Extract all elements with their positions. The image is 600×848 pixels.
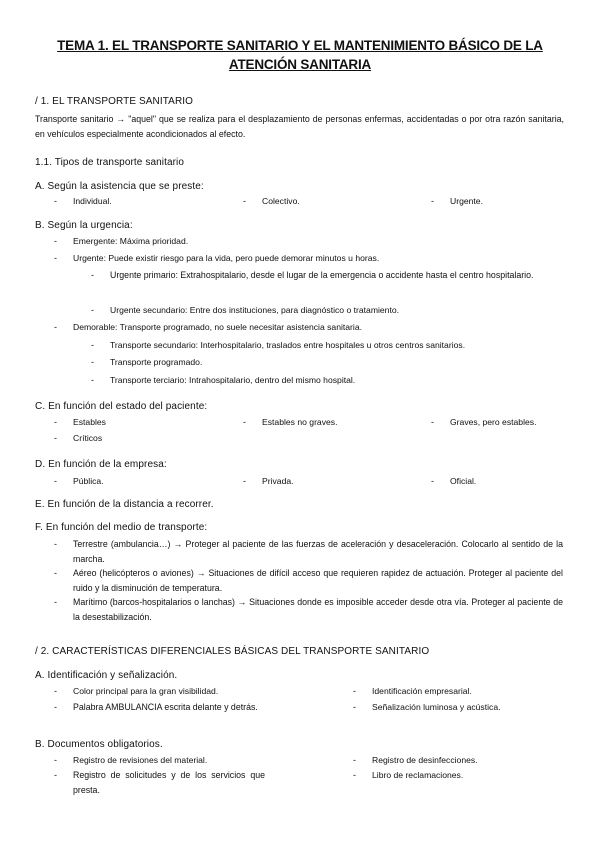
section-1-intro: Transporte sanitario → "aquel" que se realiza para el desplazamiento de personas enfermas, accidentadas o por otra razón sanitaria, en vehículos especialmente acondicionados al efecto. bbox=[35, 114, 564, 139]
page-title: TEMA 1. EL TRANSPORTE SANITARIO Y EL MANTENIMIENTO BÁSICO DE LA ATENCIÓN SANITARIA bbox=[57, 38, 543, 72]
section-2-heading: / 2. CARACTERÍSTICAS DIFERENCIALES BÁSICAS DEL TRANSPORTE SANITARIO bbox=[35, 646, 430, 657]
group-f-label: F. En función del medio de transporte: bbox=[35, 522, 208, 533]
group-2b-label: B. Documentos obligatorios. bbox=[35, 739, 163, 750]
bullet: - bbox=[431, 476, 434, 486]
bullet: - bbox=[54, 433, 57, 443]
list-item: Estables bbox=[73, 417, 106, 427]
bullet: - bbox=[91, 270, 94, 280]
list-item: Privada. bbox=[262, 476, 294, 486]
bullet: - bbox=[353, 686, 356, 696]
list-item: Estables no graves. bbox=[262, 417, 338, 427]
bullet: - bbox=[54, 568, 57, 578]
bullet: - bbox=[431, 196, 434, 206]
list-item: Terrestre (ambulancia…) → Proteger al paciente de las fuerzas de aceleración y desaceleración. Colocarlo al sentido de la marcha. bbox=[73, 539, 563, 564]
bullet: - bbox=[54, 476, 57, 486]
bullet: - bbox=[91, 305, 94, 315]
list-item: Demorable: Transporte programado, no suele necesitar asistencia sanitaria. bbox=[73, 322, 362, 332]
list-item: Individual. bbox=[73, 196, 112, 206]
list-item: Identificación empresarial. bbox=[372, 686, 472, 696]
group-b-label: B. Según la urgencia: bbox=[35, 220, 133, 231]
bullet: - bbox=[54, 236, 57, 246]
list-item: Graves, pero estables. bbox=[450, 417, 537, 427]
list-item: Aéreo (helicópteros o aviones) → Situaciones de difícil acceso que requieren rapidez de actuación. Proteger al paciente del ruido y la disminución de temperatura. bbox=[73, 568, 563, 593]
bullet: - bbox=[54, 597, 57, 607]
bullet: - bbox=[54, 196, 57, 206]
bullet: - bbox=[243, 196, 246, 206]
bullet: - bbox=[54, 322, 57, 332]
bullet: - bbox=[243, 476, 246, 486]
list-item: Registro de solicitudes y de los servicios que presta. bbox=[73, 770, 265, 795]
bullet: - bbox=[54, 755, 57, 765]
bullet: - bbox=[54, 417, 57, 427]
list-item: Señalización luminosa y acústica. bbox=[372, 702, 501, 712]
bullet: - bbox=[54, 702, 57, 712]
bullet: - bbox=[54, 770, 57, 780]
bullet: - bbox=[54, 686, 57, 696]
group-d-label: D. En función de la empresa: bbox=[35, 459, 167, 470]
group-e-label: E. En función de la distancia a recorrer. bbox=[35, 499, 214, 510]
list-item: Registro de revisiones del material. bbox=[73, 755, 208, 765]
list-item: Urgente primario: Extrahospitalario, desde el lugar de la emergencia o accidente hasta el centro hospitalario. bbox=[110, 270, 534, 280]
list-item: Pública. bbox=[73, 476, 104, 486]
bullet: - bbox=[243, 417, 246, 427]
bullet: - bbox=[91, 340, 94, 350]
list-item: Emergente: Máxima prioridad. bbox=[73, 236, 189, 246]
group-2a-label: A. Identificación y señalización. bbox=[35, 670, 178, 681]
bullet: - bbox=[353, 755, 356, 765]
group-a-label: A. Según la asistencia que se preste: bbox=[35, 181, 204, 192]
list-item: Urgente: Puede existir riesgo para la vida, pero puede demorar minutos u horas. bbox=[73, 253, 380, 263]
subsection-1-1-heading: 1.1. Tipos de transporte sanitario bbox=[35, 157, 185, 168]
list-item: Marítimo (barcos-hospitalarios o lanchas) → Situaciones donde es imposible acceder desde otra vía. Proteger al paciente de la desestabilización. bbox=[73, 597, 563, 622]
bullet: - bbox=[54, 253, 57, 263]
list-item: Oficial. bbox=[450, 476, 477, 486]
list-item: Transporte secundario: Interhospitalario, traslados entre hospitales u otros centros sanitarios. bbox=[110, 340, 466, 350]
bullet: - bbox=[353, 770, 356, 780]
group-c-label: C. En función del estado del paciente: bbox=[35, 401, 208, 412]
list-item: Urgente secundario: Entre dos instituciones, para diagnóstico o tratamiento. bbox=[110, 305, 400, 315]
list-item: Colectivo. bbox=[262, 196, 300, 206]
section-1-heading: / 1. EL TRANSPORTE SANITARIO bbox=[35, 96, 194, 107]
bullet: - bbox=[54, 539, 57, 549]
list-item: Transporte terciario: Intrahospitalario, dentro del mismo hospital. bbox=[110, 375, 356, 385]
bullet: - bbox=[91, 375, 94, 385]
list-item: Registro de desinfecciones. bbox=[372, 755, 478, 765]
list-item: Libro de reclamaciones. bbox=[372, 770, 464, 780]
bullet: - bbox=[431, 417, 434, 427]
list-item: Palabra AMBULANCIA escrita delante y detrás. bbox=[73, 702, 258, 712]
bullet: - bbox=[91, 357, 94, 367]
list-item: Críticos bbox=[73, 433, 103, 443]
list-item: Color principal para la gran visibilidad. bbox=[73, 686, 219, 696]
list-item: Urgente. bbox=[450, 196, 483, 206]
list-item: Transporte programado. bbox=[110, 357, 203, 367]
bullet: - bbox=[353, 702, 356, 712]
